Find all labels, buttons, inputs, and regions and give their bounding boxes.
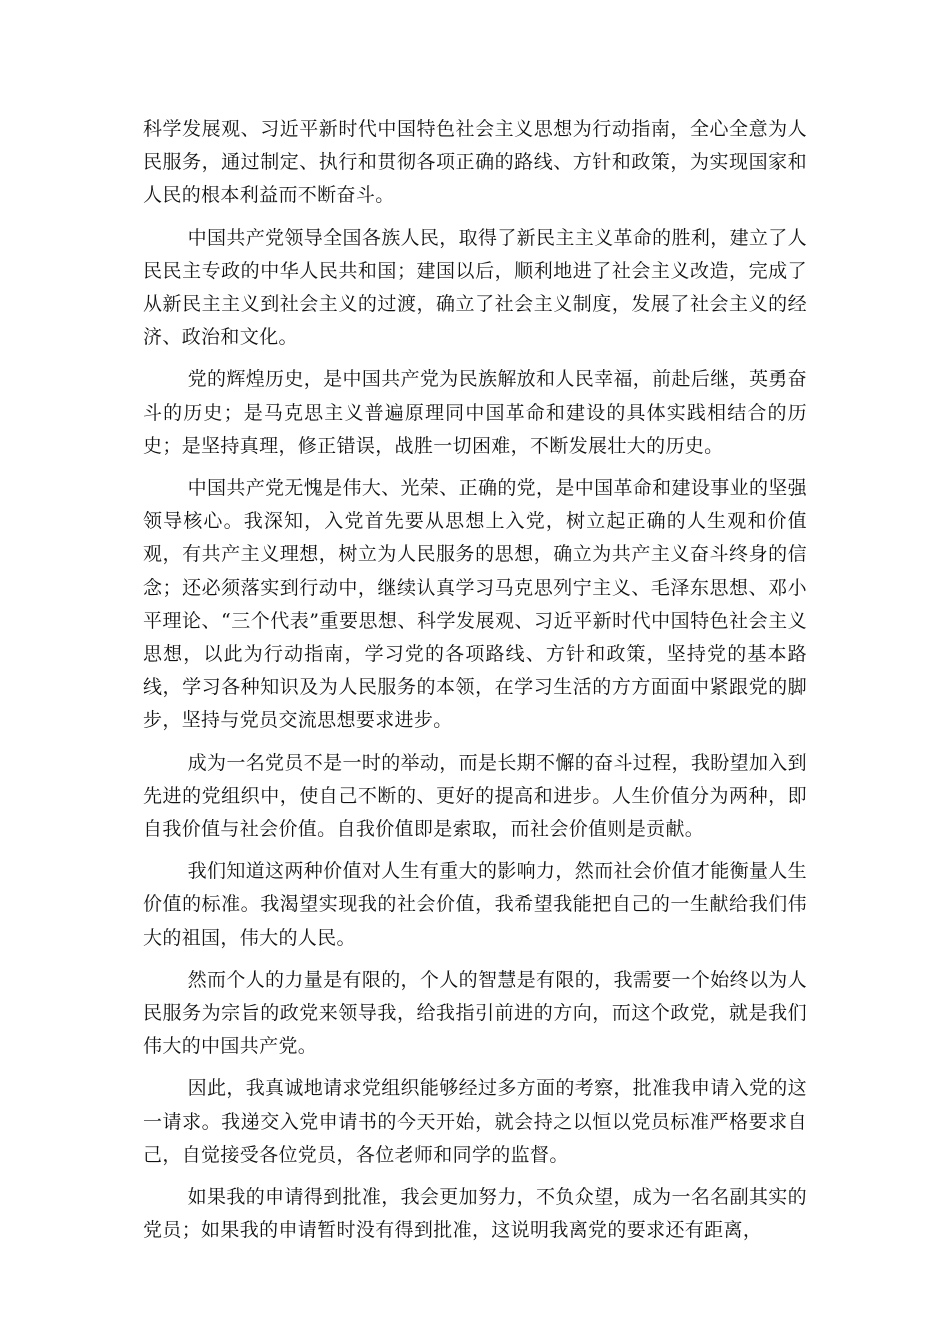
paragraph-6: 我们知道这两种价值对人生有重大的影响力，然而社会价值才能衡量人生价值的标准。我渴望实现我的社会价值，我希望我能把自己的一生献给我们伟大的祖国，伟大的人民。 [143, 860, 807, 949]
paragraph-5: 成为一名党员不是一时的举动，而是长期不懈的奋斗过程，我盼望加入到先进的党组织中，使自己不断的、更好的提高和进步。人生价值分为两种，即自我价值与社会价值。自我价值即是索取，而社会价值则是贡献。 [143, 751, 807, 841]
paragraph-4: 中国共产党无愧是伟大、光荣、正确的党，是中国革命和建设事业的坚强领导核心。我深知，入党首先要从思想上入党，树立起正确的人生观和价值观，有共产主义理想，树立为人民服务的思想，确立为共产主义奋斗终身的信念；还必须落实到行动中，继续认真学习马克思列宁主义、毛泽东思想、邓小平理论、“三个代表”重要思想、科学发展观、习近平新时代中国特色社会主义思想，以此为行动指南，学习党的各项路线、方针和政策，坚持党的基本路线，学习各种知识及为人民服务的本领，在学习生活的方方面面中紧跟党的脚步，坚持与党员交流思想要求进步。 [143, 477, 807, 732]
paragraph-2: 中国共产党领导全国各族人民，取得了新民主主义革命的胜利，建立了人民民主专政的中华人民共和国；建国以后，顺利地进了社会主义改造，完成了从新民主主义到社会主义的过渡，确立了社会主义制度，发展了社会主义的经济、政治和文化。 [143, 226, 807, 349]
paragraph-7: 然而个人的力量是有限的，个人的智慧是有限的，我需要一个始终以为人民服务为宗旨的政党来领导我，给我指引前进的方向，而这个政党，就是我们伟大的中国共产党。 [143, 968, 807, 1058]
paragraph-3: 党的辉煌历史，是中国共产党为民族解放和人民幸福，前赴后继，英勇奋斗的历史；是马克思主义普遍原理同中国革命和建设的具体实践相结合的历史；是坚持真理，修正错误，战胜一切困难，不断发展壮大的历史。 [143, 368, 807, 457]
paragraph-8: 因此，我真诚地请求党组织能够经过多方面的考察，批准我申请入党的这一请求。我递交入党申请书的今天开始，就会持之以恒以党员标准严格要求自己，自觉接受各位党员，各位老师和同学的监督。 [143, 1077, 807, 1166]
document-body [143, 113, 807, 1257]
paragraph-1: 科学发展观、习近平新时代中国特色社会主义思想为行动指南，全心全意为人民服务，通过制定、执行和贯彻各项正确的路线、方针和政策，为实现国家和人民的根本利益而不断奋斗。 [143, 118, 807, 207]
paragraph-9: 如果我的申请得到批准，我会更加努力，不负众望，成为一名名副其实的党员；如果我的申请暂时没有得到批准，这说明我离党的要求还有距离， [143, 1186, 807, 1242]
